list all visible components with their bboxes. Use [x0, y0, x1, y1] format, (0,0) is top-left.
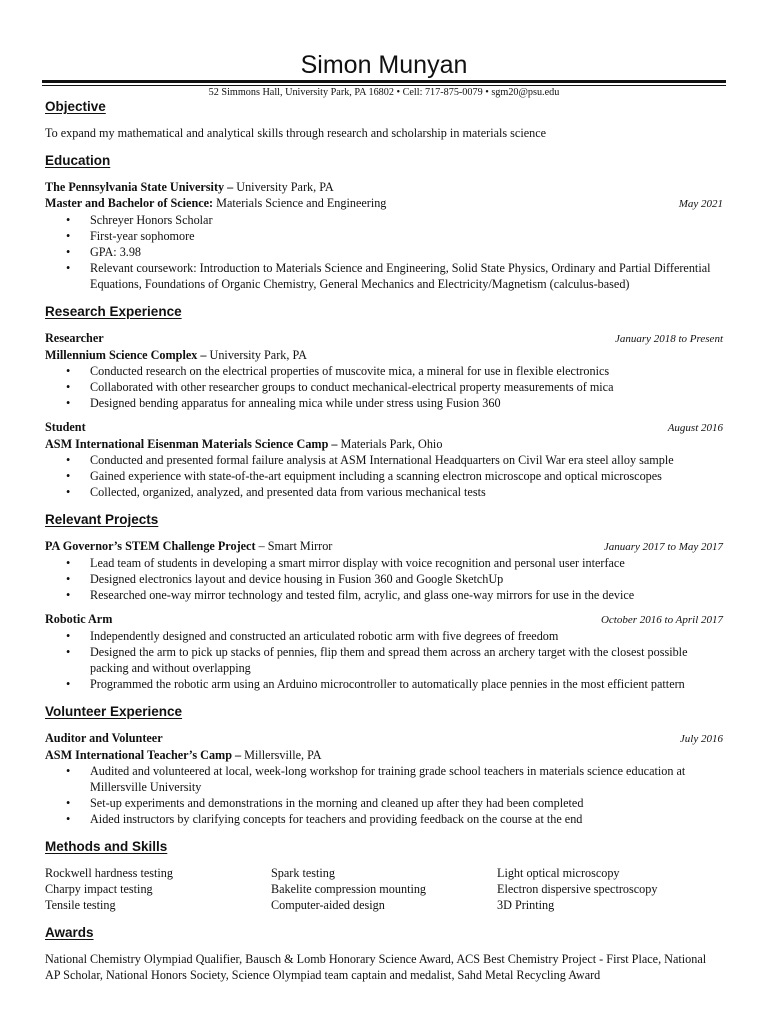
- awards-section: [45, 924, 723, 983]
- list-item: • Audited and volunteered at local, week-long workshop for training grade school teachers in materials science education at Millersville University: [90, 763, 723, 795]
- skills-column: [497, 865, 723, 913]
- volunteer-title: Volunteer Experience: [45, 704, 183, 719]
- research-role: Student: [45, 420, 86, 434]
- project-bullets: [45, 628, 723, 692]
- list-item: • Aided instructors by clarifying concepts for teachers and providing feedback on the course at the end: [90, 811, 723, 827]
- volunteer-bullets: [45, 763, 723, 827]
- project-subtitle: – Smart Mirror: [255, 539, 333, 553]
- list-item: • First-year sophomore: [90, 228, 723, 244]
- project-name: PA Governor’s STEM Challenge Project: [45, 539, 256, 553]
- volunteer-role-row: [45, 730, 723, 747]
- project-title-row: [45, 538, 723, 555]
- list-item: • Designed bending apparatus for annealing mica while under stress using Fusion 360: [90, 395, 723, 411]
- volunteer-section: [45, 703, 723, 827]
- projects-section: [45, 511, 723, 692]
- project-name: Robotic Arm: [45, 612, 113, 626]
- skill-item: Charpy impact testing: [45, 882, 153, 896]
- research-role-row: [45, 419, 723, 436]
- education-section: [45, 152, 723, 292]
- skill-item: Tensile testing: [45, 898, 116, 912]
- research-entry: [45, 330, 723, 411]
- volunteer-date: July 2016: [679, 733, 723, 745]
- list-item: • Gained experience with state-of-the-art equipment including a scanning electron microscope and optical microscopes: [90, 468, 723, 484]
- objective-title: Objective: [45, 99, 106, 114]
- research-date: January 2018 to Present: [614, 333, 723, 345]
- education-title: Education: [45, 153, 111, 168]
- list-item: • Lead team of students in developing a smart mirror display with voice recognition and personal user interface: [90, 555, 723, 571]
- project-title-row: [45, 611, 723, 628]
- skills-column: [271, 865, 497, 913]
- skill-item: 3D Printing: [497, 898, 555, 912]
- list-item: • Researched one-way mirror technology and tested film, acrylic, and glass one-way mirrors for use in the device: [90, 587, 723, 603]
- research-bullets: [45, 452, 723, 500]
- list-item: • Collected, organized, analyzed, and presented data from various mechanical tests: [90, 484, 723, 500]
- resume-name: Simon Munyan: [300, 51, 468, 79]
- research-org: ASM International Eisenman Materials Science Camp –: [45, 437, 338, 451]
- education-school-line: [45, 179, 723, 195]
- awards-title: Awards: [45, 925, 94, 940]
- project-bullets: [45, 555, 723, 603]
- skills-column: [45, 865, 271, 913]
- resume-body: [45, 98, 723, 983]
- list-item: • Conducted research on the electrical properties of muscovite mica, a mineral for use in flexible electronics: [90, 363, 723, 379]
- project-entry: [45, 611, 723, 692]
- list-item: • Relevant coursework: Introduction to Materials Science and Engineering, Solid State Physics, Ordinary and Partial Differential Equations, Foundations of Organic Chemistry, General Mechanics and Electricity/Magnetism (calculus-based): [90, 260, 723, 292]
- education-degree-row: [45, 195, 723, 212]
- research-entry: [45, 419, 723, 500]
- list-item: • Conducted and presented formal failure analysis at ASM International Headquarters on Civil War era steel alloy sample: [90, 452, 723, 468]
- skill-item: Computer-aided design: [271, 898, 385, 912]
- research-role-row: [45, 330, 723, 347]
- school-location: University Park, PA: [233, 180, 334, 194]
- list-item: • Set-up experiments and demonstrations in the morning and cleaned up after they had been completed: [90, 795, 723, 811]
- school-name: The Pennsylvania State University –: [45, 180, 234, 194]
- list-item: • Designed electronics layout and device housing in Fusion 360 and Google SketchUp: [90, 571, 723, 587]
- project-date: October 2016 to April 2017: [600, 614, 723, 626]
- volunteer-role: Auditor and Volunteer: [45, 731, 163, 745]
- list-item: • GPA: 3.98: [90, 244, 723, 260]
- skill-item: Light optical microscopy: [497, 866, 620, 880]
- research-location: University Park, PA: [206, 348, 307, 362]
- awards-text: National Chemistry Olympiad Qualifier, Bausch & Lomb Honorary Science Award, ACS Best Chemistry Project - First Place, National AP Scholar, National Honors Society, Science Olympiad team captain and medalist, Sahd Metal Recycling Award: [45, 952, 707, 982]
- skill-item: Electron dispersive spectroscopy: [497, 882, 658, 896]
- education-bullets: [45, 212, 723, 292]
- list-item: • Schreyer Honors Scholar: [90, 212, 723, 228]
- research-date: August 2016: [667, 422, 723, 434]
- research-org: Millennium Science Complex –: [45, 348, 207, 362]
- project-entry: [45, 538, 723, 603]
- volunteer-org-line: [45, 747, 723, 763]
- contact-line: 52 Simmons Hall, University Park, PA 16802 • Cell: 717-875-0079 • sgm20@psu.edu: [208, 87, 560, 98]
- skills-section: [45, 838, 723, 913]
- research-org-line: [45, 436, 723, 452]
- research-section: [45, 303, 723, 500]
- list-item: • Programmed the robotic arm using an Arduino microcontroller to automatically place pennies in the most efficient pattern: [90, 676, 723, 692]
- header-rule-thick: [42, 80, 726, 83]
- list-item: • Designed the arm to pick up stacks of pennies, flip them and spread them across an archery target with the closest possible packing and without overlapping: [90, 644, 723, 676]
- research-bullets: [45, 363, 723, 411]
- skill-item: Spark testing: [271, 866, 335, 880]
- volunteer-location: Millersville, PA: [241, 748, 322, 762]
- degree-major: Materials Science and Engineering: [213, 196, 387, 210]
- list-item: • Independently designed and constructed an articulated robotic arm with five degrees of freedom: [90, 628, 723, 644]
- skill-item: Rockwell hardness testing: [45, 866, 173, 880]
- project-date: January 2017 to May 2017: [603, 541, 723, 553]
- skill-item: Bakelite compression mounting: [271, 882, 427, 896]
- objective-section: [45, 98, 723, 141]
- research-location: Materials Park, Ohio: [337, 437, 443, 451]
- research-org-line: [45, 347, 723, 363]
- skills-grid: [45, 865, 723, 913]
- volunteer-org: ASM International Teacher’s Camp –: [45, 748, 242, 762]
- projects-title: Relevant Projects: [45, 512, 159, 527]
- research-role: Researcher: [45, 331, 104, 345]
- degree-name: Master and Bachelor of Science:: [45, 196, 214, 210]
- objective-text: To expand my mathematical and analytical skills through research and scholarship in materials science: [45, 126, 547, 140]
- list-item: • Collaborated with other researcher groups to conduct mechanical-electrical property measurements of mica: [90, 379, 723, 395]
- skills-title: Methods and Skills: [45, 839, 168, 854]
- education-date: May 2021: [678, 198, 723, 210]
- research-title: Research Experience: [45, 304, 182, 319]
